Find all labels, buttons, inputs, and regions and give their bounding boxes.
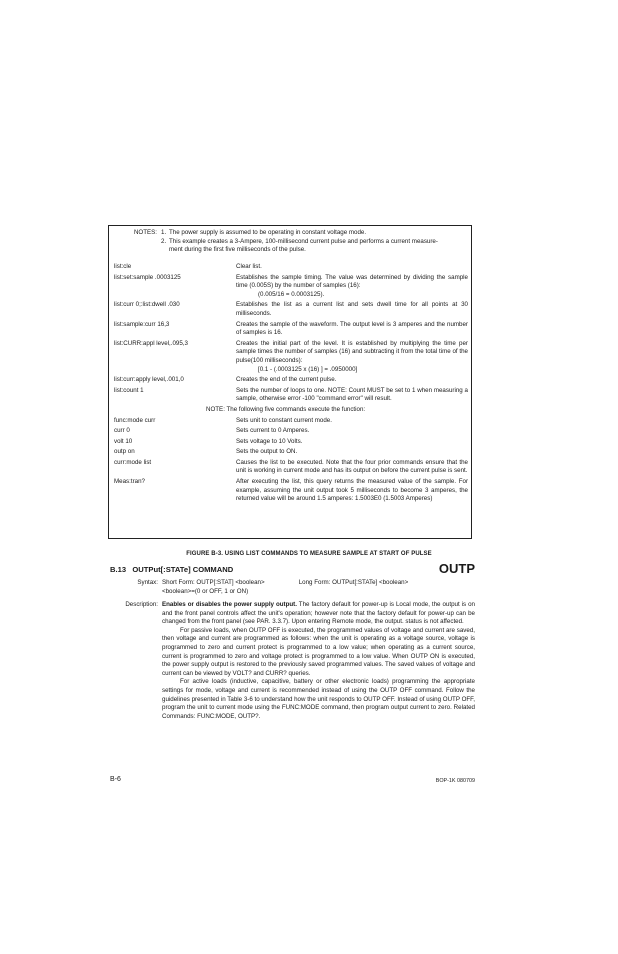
command-text: curr:mode list <box>114 458 152 466</box>
command-text: list:cle <box>114 263 132 270</box>
command-row <box>114 478 468 504</box>
formula: [0.1 - (.0003125 x (16) ] = .0950000] <box>258 365 358 373</box>
description-paragraph: For active loads (inductive, capacitive, battery or other electronic loads) programming the appropriate settings for mode, voltage and current is recommended instead of using the OUTP OFF command. Follow the guidelines presented in Table 3-6 to understand how the unit responds to OUTP OFF. Instead of using OUTP OFF, program the unit to current mode using the FUNC:MODE command, then program output current to zero. Related Commands: FUNC:MODE, OUTP?. <box>162 678 475 720</box>
formula: (0.005/16 = 0.0003125). <box>258 290 325 298</box>
note-line: NOTE: The following five commands execute the function: <box>206 405 366 413</box>
command-text: func:mode curr <box>114 416 156 424</box>
command-description: Clear list. <box>236 263 262 270</box>
note-number: 1. <box>161 229 167 236</box>
description-label: Description: <box>125 601 158 608</box>
syntax-long-form: Long Form: OUTPut[:STATe] <boolean> <box>298 579 409 586</box>
command-description: Establishes the sample timing. The value was determined by dividing the sample time (0.005S) by the number of samples (16): <box>236 273 468 290</box>
page-number: B-6 <box>110 776 121 783</box>
section-tag: OUTP <box>438 561 475 576</box>
notes-block <box>123 229 468 255</box>
command-row <box>114 340 468 374</box>
command-row <box>114 263 468 272</box>
command-description: Creates the sample of the waveform. The output level is 3 amperes and the number of samples is 16. <box>236 320 468 337</box>
command-row <box>114 274 468 300</box>
syntax-short-form: Short Form: OUTP[:STAT] <boolean> <box>162 579 265 586</box>
command-row <box>114 417 468 426</box>
notes-label: NOTES: <box>133 229 157 236</box>
command-row <box>114 459 468 476</box>
command-description: Creates the initial part of the level. It is established by multiplying the time per sample times the number of samples (16) and subtracting it from the total time of the pulse(100 milliseconds): <box>236 339 468 364</box>
command-row <box>114 301 468 318</box>
syntax-label: Syntax: <box>137 579 158 586</box>
note-number: 2. <box>161 237 167 245</box>
note-text: The power supply is assumed to be operating in constant voltage mode. <box>169 229 367 236</box>
command-description: Sets unit to constant current mode. <box>236 416 332 424</box>
command-text: list:set:sample .0003125 <box>114 273 181 281</box>
syntax-boolean-def: <boolean>=(0 or OFF, 1 or ON) <box>162 587 249 595</box>
description-paragraph: For passive loads, when OUTP OFF is executed, the programmed values of voltage and current are saved, then voltage and current are programmed as follows: when the unit is operating as a voltage source, voltage is programmed to zero and current protect is programmed to a low value; when operating as a current source, current is programmed to zero and voltage protect is programmed to a low value. When OUTP ON is executed, the power supply output is restored to the previously saved programmed values. The saved values of voltage and current can be viewed by VOLT? and CURR? queries. <box>162 626 475 677</box>
note-text: This example creates a 3-Ampere, 100-millisecond current pulse and performs a current measure- <box>169 237 438 245</box>
command-row <box>114 376 468 385</box>
note-text-continued: ment during the first five milliseconds of the pulse. <box>169 246 306 254</box>
command-text: list:curr 0;:list:dwell .030 <box>114 301 180 309</box>
figure-box <box>108 225 472 539</box>
description-paragraph: The factory default for power-up is Local mode, the output is on and the front panel controls affect the unit's operation; however note that the factory default for power-up can be changed from the front panel (see PAR. 3.3.7). Upon entering Remote mode, the output. status is not affected. <box>162 601 475 626</box>
command-row <box>114 321 468 338</box>
command-text: volt 10 <box>114 437 133 445</box>
command-description: Sets current to 0 Amperes. <box>236 427 310 435</box>
command-row <box>114 387 468 404</box>
command-row <box>114 448 468 457</box>
command-text: list:curr:apply level,.001,0 <box>114 376 184 384</box>
figure-caption: FIGURE B-3. USING LIST COMMANDS TO MEASURE SAMPLE AT START OF PULSE <box>186 551 432 557</box>
command-text: outp on <box>114 448 135 456</box>
section-number: B.13 <box>110 565 127 574</box>
command-description: Establishes the list as a current list and sets dwell time for all points at 30 milliseconds. <box>236 301 468 317</box>
command-description: After executing the list, this query returns the measured value of the sample. For example, assuming the unit output took 5 milliseconds to become 3 amperes, the returned value will be around 1.5 amperes: 1.5003E0 (1.5003 Amperes) <box>236 478 468 503</box>
command-description: Causes the list to be executed. Note that the four prior commands ensure that the unit is working in current mode and has its output on before the current pulse is sent. <box>236 458 468 475</box>
command-text: list:CURR:appl level,.095,3 <box>114 339 188 347</box>
command-row <box>114 438 468 447</box>
command-row <box>114 427 468 436</box>
section-heading <box>110 565 233 574</box>
section-title: OUTPut[:STATe] COMMAND <box>132 565 234 574</box>
command-text: list:sample:curr 16,3 <box>114 320 170 328</box>
command-description: Sets the output to ON. <box>236 448 298 456</box>
command-text: curr 0 <box>114 427 130 435</box>
command-description: Sets the number of loops to one. NOTE: Count MUST be set to 1 when measuring a sample, otherwise error -100 "command error" will result. <box>236 386 468 403</box>
command-description: Creates the end of the current pulse. <box>236 376 337 384</box>
document-id: BOP-1K 080709 <box>435 778 475 784</box>
command-list <box>114 263 468 506</box>
command-text: list:count 1 <box>114 386 144 394</box>
description-lead: Enables or disables the power supply output. <box>162 601 297 608</box>
command-text: Meas:tran? <box>114 478 145 486</box>
command-description: Sets voltage to 10 Volts. <box>236 437 303 445</box>
